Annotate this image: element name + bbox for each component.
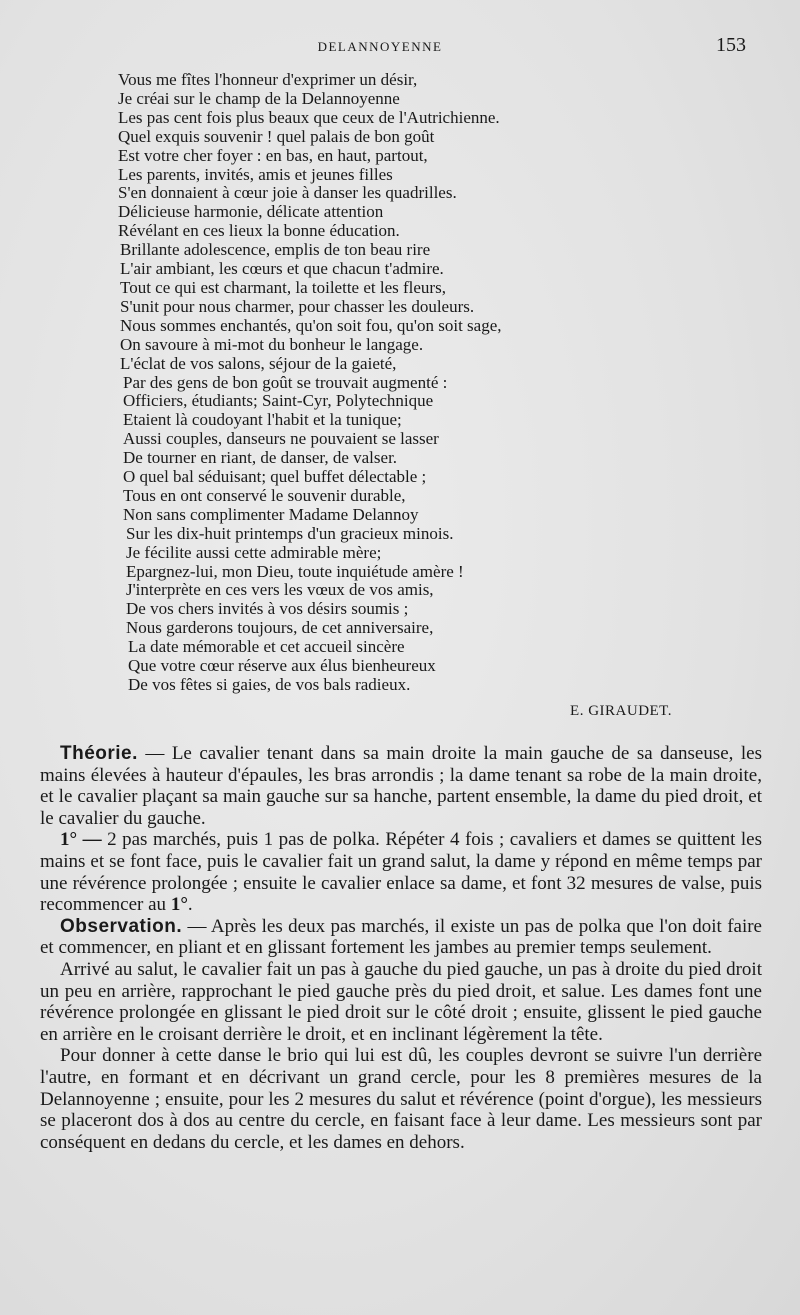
salut-paragraph: Arrivé au salut, le cavalier fait un pas à gauche du pied gauche, un pas à droite du pied droit un peu en arrière, rapprochant le pied gauche près du pied droit, et salue. Les dames font une révérence prolongée en glissant le pied droit sur le côté droit ; ensuite, glissent le pied gauche en arrière en le croisant derrière le droit, et en inclinant légèrement la tête. — [40, 958, 762, 1045]
step-1-reference: 1° — [170, 894, 188, 916]
poem-line: Je fécilite aussi cette admirable mère; — [126, 542, 382, 562]
poem-line: S'unit pour nous charmer, pour chasser les douleurs. — [120, 296, 475, 316]
poem-line: Etaient là coudoyant l'habit et la tunique; — [123, 410, 402, 430]
poem-line: S'en donnaient à cœur joie à danser les quadrilles. — [118, 183, 457, 203]
observation-heading: Observation. — [60, 915, 183, 937]
poem-line: De vos chers invités à vos désirs soumis ; — [126, 599, 409, 619]
poem-line: De tourner en riant, de danser, de valser. — [123, 448, 398, 468]
poem-line: Vous me fîtes l'honneur d'exprimer un désir, — [118, 70, 418, 89]
poem-line: Tous en ont conservé le souvenir durable, — [123, 485, 406, 505]
poem-line: De vos fêtes si gaies, de vos bals radieux. — [128, 675, 411, 694]
poem-line: Aussi couples, danseurs ne pouvaient se lasser — [123, 429, 439, 449]
poem-line: Est votre cher foyer : en bas, en haut, partout, — [118, 145, 428, 165]
page-number: 153 — [716, 34, 746, 56]
poem-line: Nous garderons toujours, de cet anniversaire, — [126, 618, 434, 638]
poem-line: Je créai sur le champ de la Delannoyenne — [118, 88, 400, 108]
poem-line: Révélant en ces lieux la bonne éducation. — [118, 221, 400, 241]
poem-line: Tout ce qui est charmant, la toilette et les fleurs, — [120, 277, 446, 297]
running-title: DELANNOYENNE — [317, 39, 443, 54]
step-1-label: 1° — — [60, 829, 102, 851]
step-1-end: . — [187, 894, 193, 916]
poem-line: Sur les dix-huit printemps d'un gracieux minois. — [126, 523, 454, 543]
poem-line: Les pas cent fois plus beaux que ceux de l'Autrichienne. — [118, 107, 500, 127]
poem-line: Quel exquis souvenir ! quel palais de bon goût — [118, 126, 435, 146]
prose-section — [40, 743, 762, 1153]
brio-paragraph: Pour donner à cette danse le brio qui lui est dû, les couples devront se suivre l'un derrière l'autre, en formant et en décrivant un grand cercle, pour les 8 premières mesures de la Delannoyenne ; ensuite, pour les 2 mesures du salut et révérence (point d'orgue), les messieurs se placeront dos à dos au centre du cercle, en faisant face à leur dame. Les messieurs sont par conséquent en dedans du cercle, et les dames en dehors. — [40, 1045, 762, 1153]
observation-text: — Après les deux pas marchés, il existe un pas de polka que l'on doit faire et commencer, en pliant et en glissant fortement les jambes au premier temps seulement. — [40, 915, 762, 959]
poem-line: Les parents, invités, amis et jeunes filles — [118, 164, 393, 184]
step-1-text: 2 pas marchés, puis 1 pas de polka. Répéter 4 fois ; cavaliers et dames se quittent les mains et se font face, puis le cavalier fait un grand salut, la dame y répond en même temps par une révérence prolongée ; ensuite le cavalier enlace sa dame, et font 32 mesures de valse, puis recommencer au — [40, 829, 762, 916]
poem-signature: E. GIRAUDET. — [570, 703, 672, 719]
running-head — [0, 36, 800, 58]
poem-line: L'air ambiant, les cœurs et que chacun t'admire. — [120, 259, 444, 279]
poem-line: On savoure à mi-mot du bonheur le langage. — [120, 334, 424, 354]
poem-line: Brillante adolescence, emplis de ton beau rire — [120, 240, 431, 260]
poem-line: J'interprète en ces vers les vœux de vos amis, — [126, 580, 434, 600]
poem-line: Délicieuse harmonie, délicate attention — [118, 202, 384, 222]
poem-line: L'éclat de vos salons, séjour de la gaieté, — [120, 353, 397, 373]
theorie-heading: Théorie. — [60, 743, 138, 764]
observation-paragraph — [40, 916, 762, 959]
poem-line: Par des gens de bon goût se trouvait augmenté : — [123, 372, 448, 392]
poem-line: Officiers, étudiants; Saint-Cyr, Polytechnique — [123, 391, 434, 411]
poem-line: Epargnez-lui, mon Dieu, toute inquiétude amère ! — [126, 561, 464, 581]
step-1-paragraph — [40, 829, 762, 915]
poem-line: O quel bal séduisant; quel buffet délectable ; — [123, 467, 427, 487]
theorie-text: — Le cavalier tenant dans sa main droite la main gauche de sa danseuse, les mains élevées à hauteur d'épaules, les bras arrondis ; la dame tenant sa robe de la main droite, et le cavalier plaçant sa main gauche sur sa hanche, partent ensemble, la dame du pied droit, et le cavalier du gauche. — [40, 743, 762, 829]
poem-line: Nous sommes enchantés, qu'on soit fou, qu'on soit sage, — [120, 315, 502, 335]
poem-line: Non sans complimenter Madame Delannoy — [123, 504, 419, 524]
poem — [118, 71, 678, 695]
poem-line: La date mémorable et cet accueil sincère — [128, 637, 405, 657]
theorie-paragraph — [40, 743, 762, 829]
poem-line: Que votre cœur réserve aux élus bienheureux — [128, 656, 436, 676]
